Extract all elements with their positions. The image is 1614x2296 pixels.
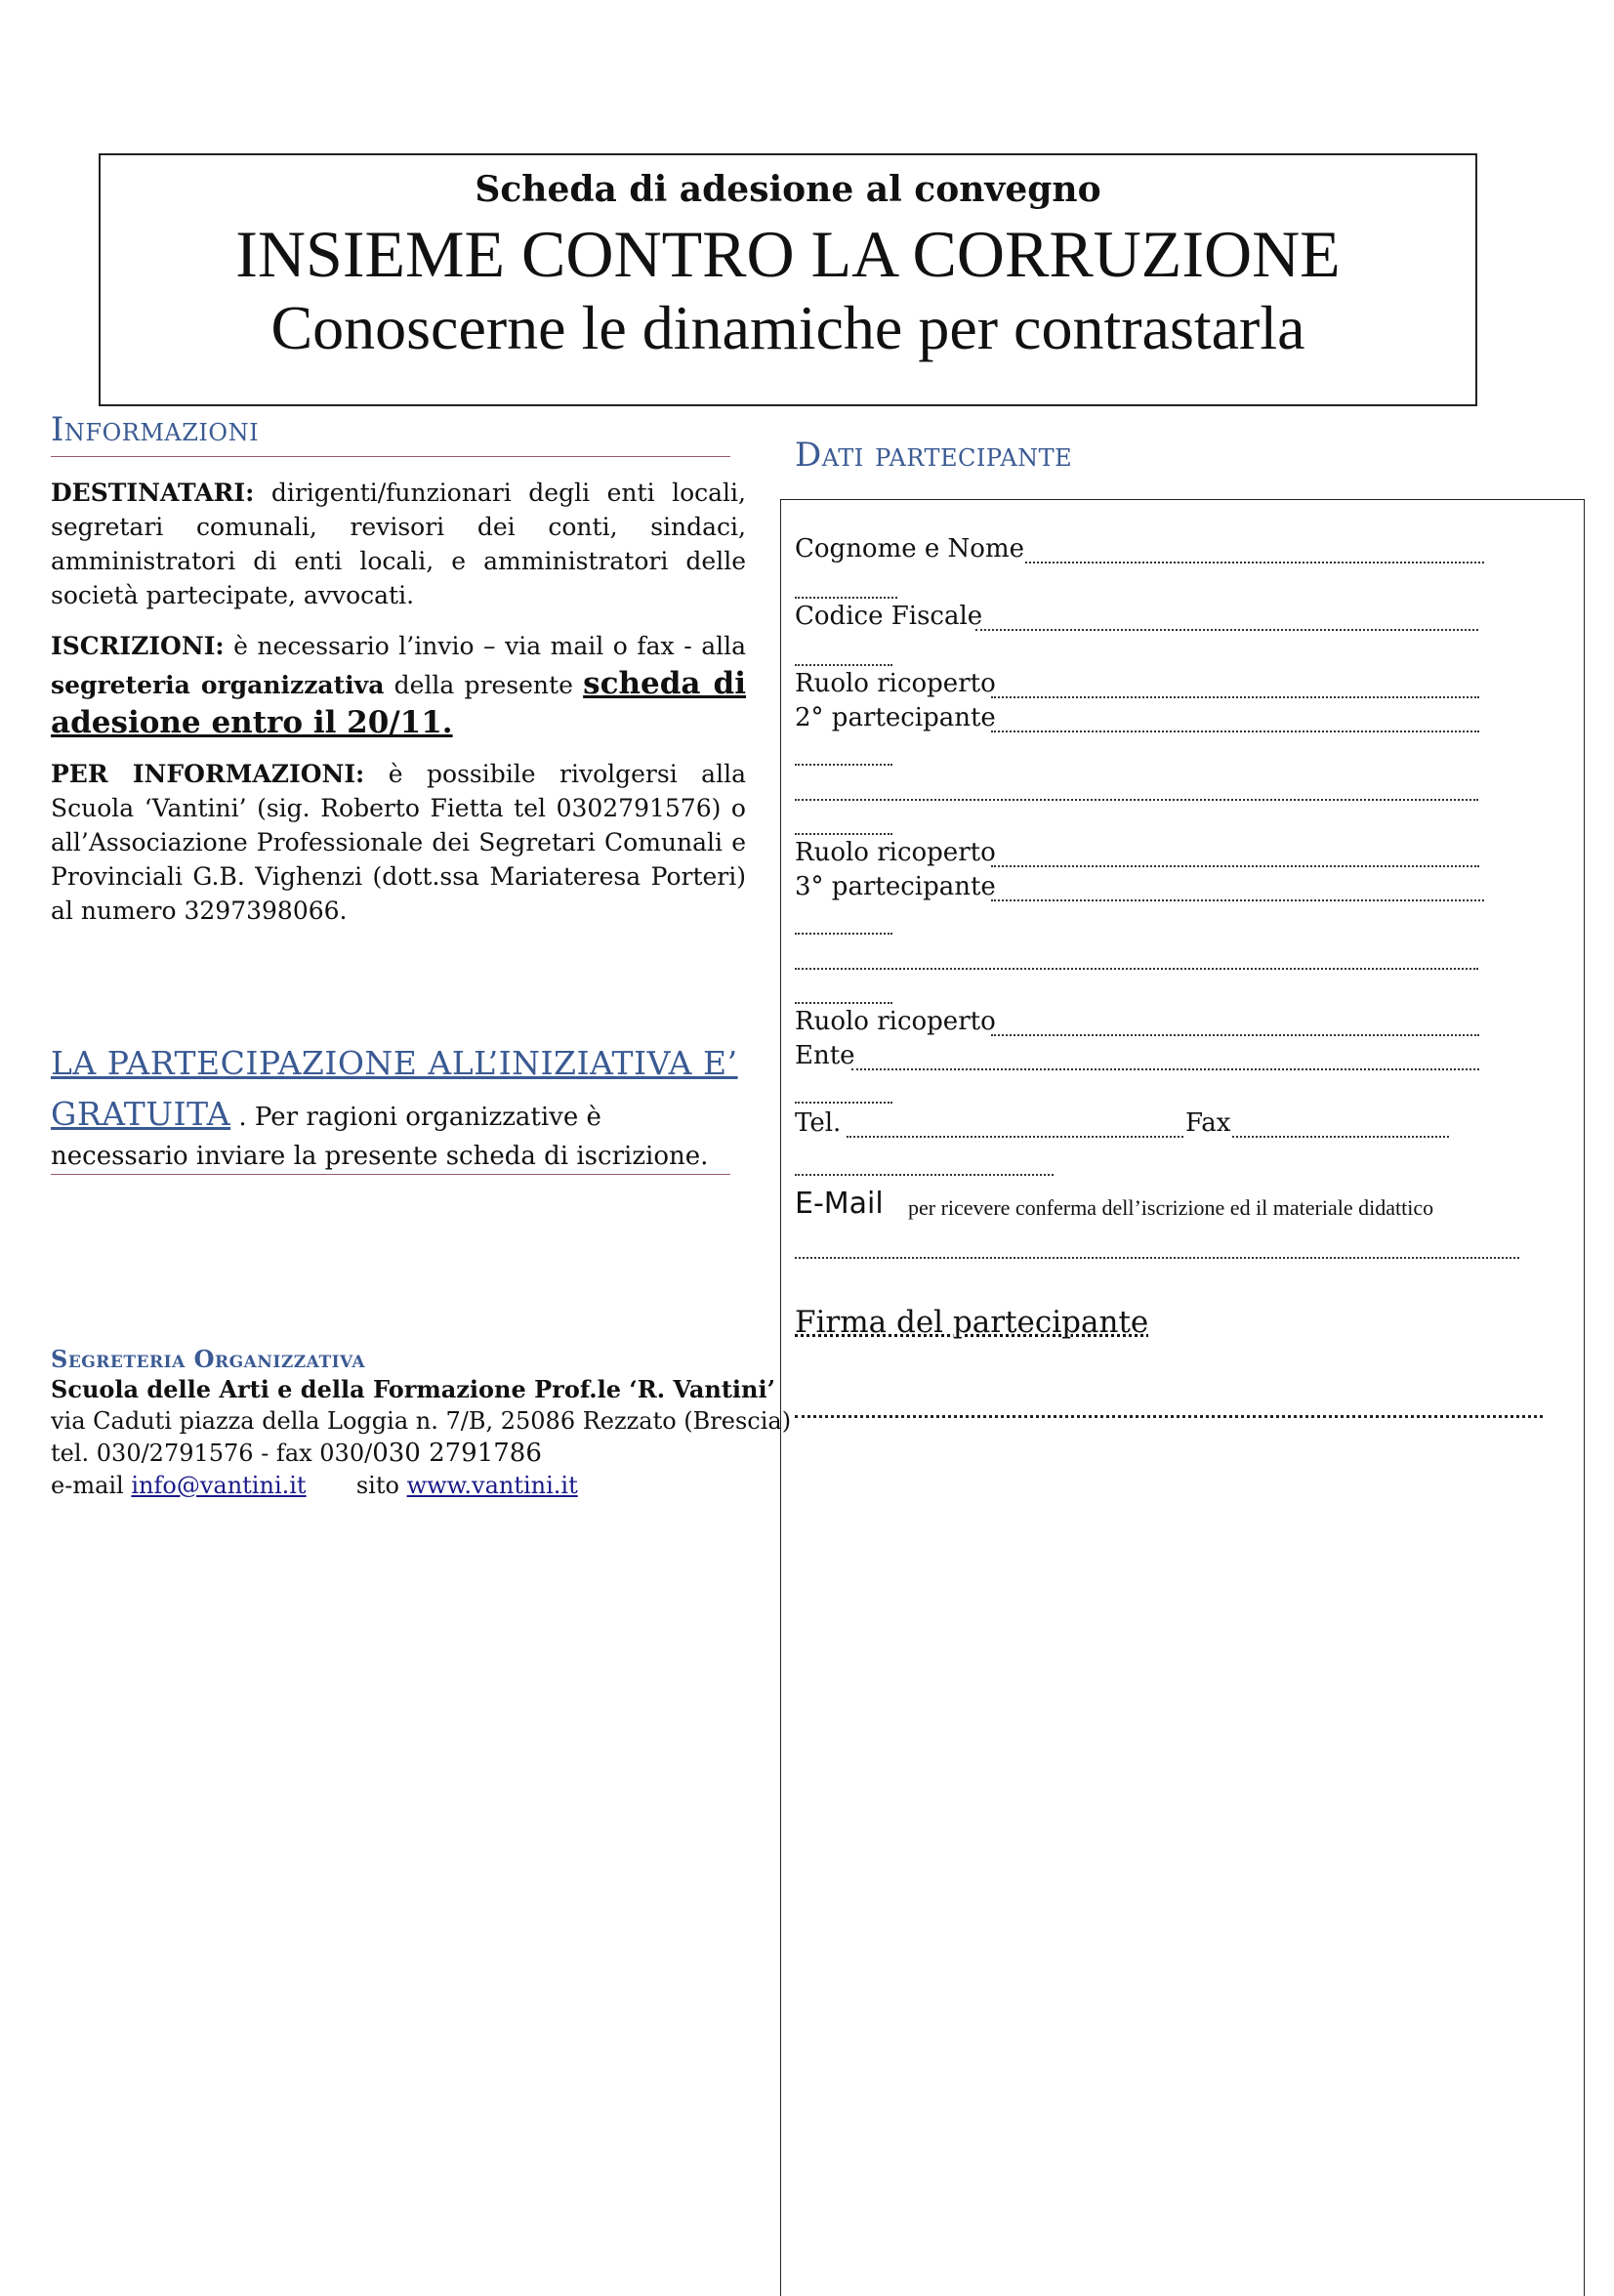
- ruolo-field-1[interactable]: [991, 696, 1479, 698]
- per-info-label: PER INFORMAZIONI:: [51, 760, 365, 788]
- iscrizioni-paragraph: [51, 628, 746, 743]
- tel-field[interactable]: [847, 1136, 1183, 1138]
- secondo-partecipante-field-cont[interactable]: [795, 764, 892, 766]
- info-heading-rule: [51, 456, 730, 457]
- per-info-paragraph: [51, 757, 746, 928]
- cognome-nome-field-cont[interactable]: [795, 597, 897, 599]
- cognome-nome-label: Cognome e Nome: [795, 534, 1024, 564]
- ruolo-label-1: Ruolo ricoperto: [795, 669, 996, 698]
- segreteria-name: Scuola delle Arti e della Formazione Prof.le ‘R. Vantini’: [51, 1375, 775, 1403]
- per-info-text: è possibile rivolgersi alla Scuola ‘Vantini’ (sig. Roberto Fietta tel 0302791576) o all’Associazione Professionale dei Segretari Comunali e Provinciali G.B. Vighenzi (dott.ssa Mariateresa Porteri) al numero 3297398066.: [51, 760, 746, 925]
- partecipazione-text: . Per ragioni organizzative è necessario inviare la presente scheda di iscrizione.: [51, 1103, 709, 1171]
- title-subtitle: Conoscerne le dinamiche per contrastarla: [270, 293, 1305, 362]
- terzo-partecipante-field-2[interactable]: [795, 968, 1478, 970]
- iscrizioni-label: ISCRIZIONI:: [51, 632, 225, 660]
- iscrizioni-text-1: è necessario l’invio – via mail o fax - alla: [233, 632, 746, 660]
- partecipazione-heading-line1: LA PARTECIPAZIONE ALL’INIZIATIVA E’: [51, 1044, 738, 1082]
- destinatari-label: DESTINATARI:: [51, 479, 255, 507]
- title-box: [99, 153, 1477, 406]
- email-link[interactable]: info@vantini.it: [131, 1472, 307, 1499]
- info-heading: Informazioni: [51, 410, 260, 449]
- segreteria-contacts: [51, 1470, 791, 1502]
- gratuita-label: GRATUITA: [51, 1095, 231, 1133]
- ruolo-field-3[interactable]: [991, 1034, 1479, 1036]
- segreteria-tel: tel. 030/2791576 - fax 030/: [51, 1440, 373, 1467]
- site-label: sito: [355, 1472, 399, 1499]
- site-link[interactable]: www.vantini.it: [406, 1472, 578, 1499]
- segreteria-address: via Caduti piazza della Loggia n. 7/B, 25086 Rezzato (Brescia): [51, 1407, 792, 1435]
- destinatari-text: dirigenti/funzionari degli enti locali, segretari comunali, revisori dei conti, sindaci, amministratori di enti locali, e amministratori delle società partecipate, avvocati.: [51, 479, 746, 609]
- iscrizioni-deadline-2: adesione entro il 20/11.: [51, 705, 453, 740]
- secondo-partecipante-field[interactable]: [991, 731, 1479, 732]
- iscrizioni-bold: segreteria organizzativa: [51, 671, 385, 699]
- ruolo-field-2[interactable]: [991, 865, 1479, 867]
- ruolo-label-3: Ruolo ricoperto: [795, 1007, 996, 1036]
- segreteria-phone: [51, 1438, 791, 1470]
- firma-field[interactable]: [795, 1415, 1543, 1418]
- segreteria-fax: 030 2791786: [372, 1439, 542, 1468]
- codice-fiscale-label: Codice Fiscale: [795, 602, 983, 631]
- codice-fiscale-field[interactable]: [975, 629, 1478, 631]
- ente-label: Ente: [795, 1041, 855, 1070]
- terzo-partecipante-field[interactable]: [991, 899, 1484, 901]
- partecipazione-rule: [51, 1174, 730, 1175]
- segreteria-heading: Segreteria Organizzativa: [51, 1345, 366, 1373]
- iscrizioni-text-2: della presente: [393, 671, 573, 699]
- ruolo-label-2: Ruolo ricoperto: [795, 838, 996, 867]
- form-heading: Dati partecipante: [795, 436, 1073, 475]
- fax-field-cont[interactable]: [795, 1174, 1054, 1176]
- terzo-partecipante-field-cont[interactable]: [795, 933, 892, 935]
- ente-field-cont[interactable]: [795, 1102, 892, 1104]
- email-input-field[interactable]: [795, 1257, 1519, 1259]
- partecipazione-heading: [51, 1044, 738, 1082]
- participant-form: [780, 499, 1585, 2296]
- secondo-partecipante-field-3[interactable]: [795, 833, 892, 835]
- title-subheading: Scheda di adesione al convegno: [475, 169, 1101, 210]
- email-field-label: E-Mail: [795, 1187, 884, 1221]
- ente-field[interactable]: [851, 1068, 1479, 1070]
- destinatari-paragraph: [51, 476, 746, 612]
- terzo-partecipante-label: 3° partecipante: [795, 872, 996, 901]
- partecipazione-paragraph: [51, 1095, 734, 1176]
- fax-label: Fax: [1185, 1108, 1231, 1138]
- firma-label: Firma del partecipante: [795, 1305, 1149, 1340]
- title-main: INSIEME CONTRO LA CORRUZIONE: [235, 217, 1341, 291]
- terzo-partecipante-field-3[interactable]: [795, 1002, 892, 1004]
- secondo-partecipante-label: 2° partecipante: [795, 703, 996, 732]
- fax-field[interactable]: [1232, 1136, 1449, 1138]
- segreteria-block: [51, 1373, 791, 1502]
- cognome-nome-field[interactable]: [1025, 562, 1484, 564]
- codice-fiscale-field-cont[interactable]: [795, 664, 892, 666]
- tel-label: Tel.: [795, 1108, 842, 1138]
- secondo-partecipante-field-2[interactable]: [795, 799, 1478, 801]
- iscrizioni-deadline-1: scheda di: [583, 666, 746, 701]
- email-note: per ricevere conferma dell’iscrizione ed il materiale didattico: [908, 1195, 1434, 1220]
- email-label: e-mail: [51, 1472, 124, 1499]
